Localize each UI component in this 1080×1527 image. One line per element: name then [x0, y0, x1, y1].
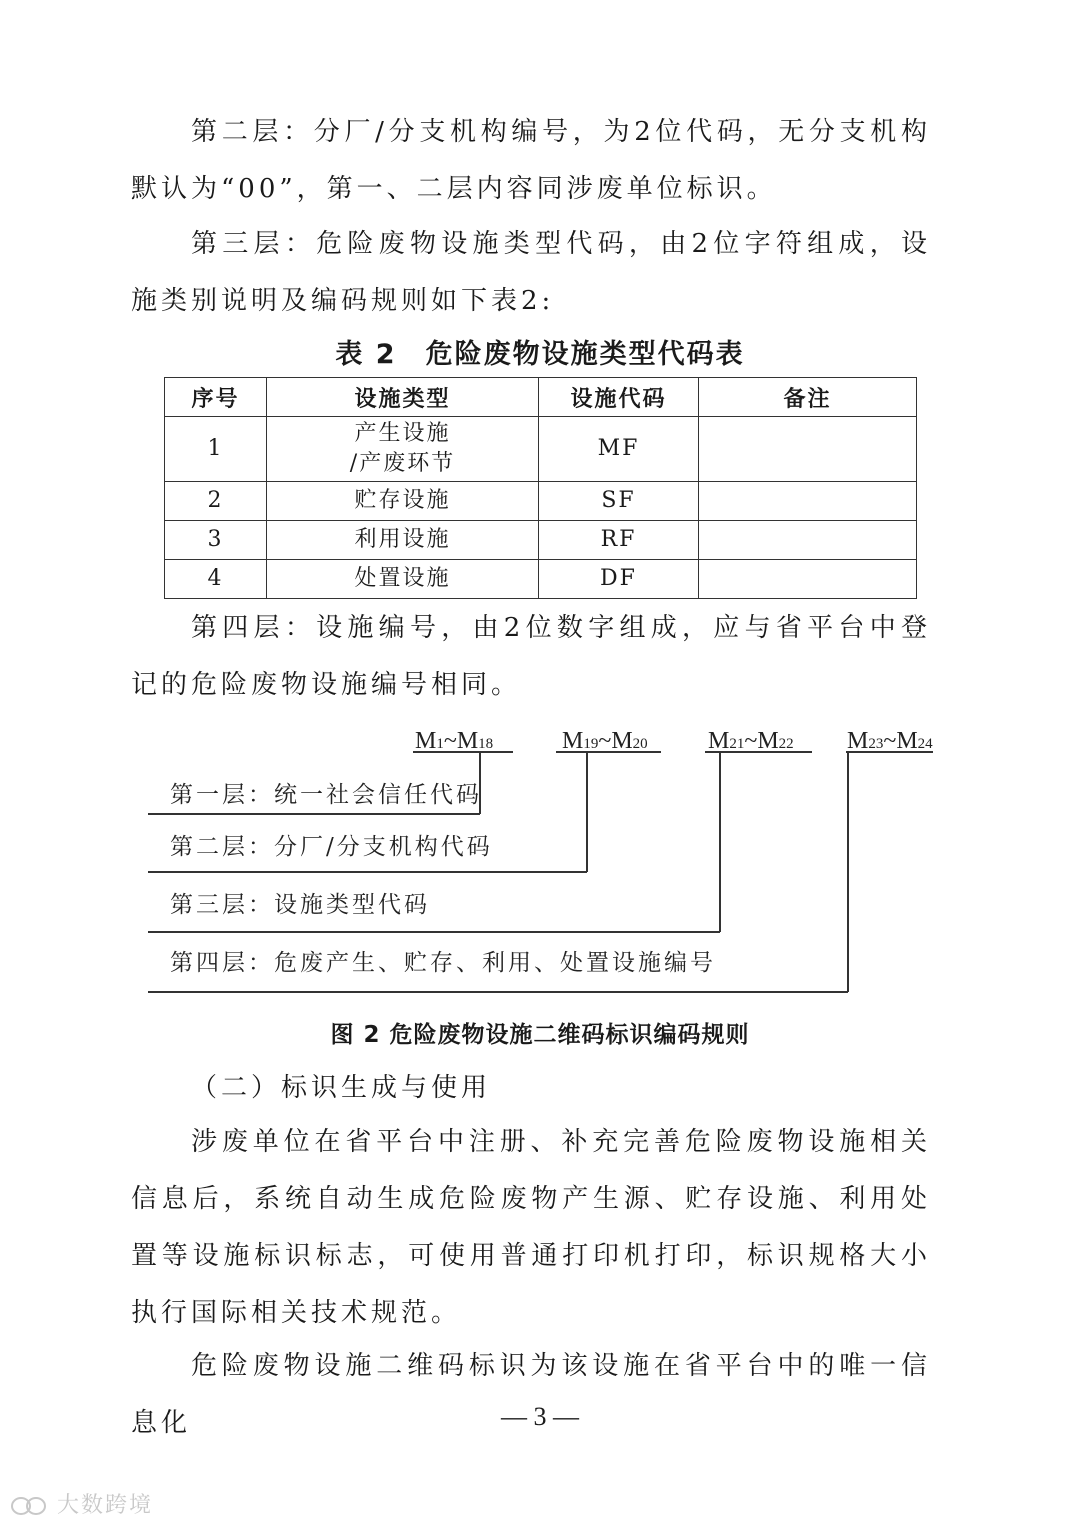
table-caption: 表 2 危险废物设施类型代码表 — [335, 339, 745, 370]
watermark-logo-icon — [10, 1495, 48, 1517]
cell-type: 处置设施 — [267, 560, 539, 599]
page-number: — 3 — — [501, 1402, 579, 1431]
table-row — [165, 482, 917, 521]
layer-label-3: 第三层：设施类型代码 — [170, 892, 430, 918]
cell-note — [699, 521, 917, 560]
paragraph-generation: 涉废单位在省平台中注册、补充完善危险废物设施相关信息后，系统自动生成危险废物产生源、贮存设施、利用处置等设施标识标志，可使用普通打印机打印，标识规格大小执行国际相关技术规范。 — [131, 1127, 931, 1328]
cell-type — [267, 417, 539, 482]
layer-label-4: 第四层：危废产生、贮存、利用、处置设施编号 — [170, 950, 716, 976]
table-row — [165, 560, 917, 599]
table-row — [165, 417, 917, 482]
cell-note — [699, 417, 917, 482]
cell-type-line2: /产废环节 — [349, 451, 456, 476]
section-heading: （二）标识生成与使用 — [191, 1073, 492, 1103]
table-header-row — [165, 378, 917, 417]
watermark — [10, 1488, 153, 1519]
layer-label-2: 第二层：分厂/分支机构代码 — [170, 834, 493, 860]
paragraph-qr-unique: 危险废物设施二维码标识为该设施在省平台中的唯一信息化 — [131, 1351, 931, 1438]
table-row — [165, 521, 917, 560]
code-range-2: M19~M20 — [562, 728, 648, 754]
header-note: 备注 — [699, 378, 917, 417]
cell-code: SF — [539, 482, 699, 521]
watermark-text: 大数跨境 — [57, 1493, 154, 1518]
code-range-4: M23~M24 — [847, 728, 933, 754]
header-code: 设施代码 — [539, 378, 699, 417]
cell-no: 4 — [165, 560, 267, 599]
code-range-3: M21~M22 — [708, 728, 794, 754]
layer-label-1: 第一层：统一社会信任代码 — [170, 782, 482, 808]
cell-type: 贮存设施 — [267, 482, 539, 521]
figure-caption: 图 2 危险废物设施二维码标识编码规则 — [330, 1022, 750, 1048]
facility-code-table — [164, 377, 917, 599]
cell-code: RF — [539, 521, 699, 560]
cell-no: 3 — [165, 521, 267, 560]
cell-type: 利用设施 — [267, 521, 539, 560]
paragraph-layer4: 第四层：设施编号，由2位数字组成，应与省平台中登记的危险废物设施编号相同。 — [131, 613, 931, 700]
cell-no: 2 — [165, 482, 267, 521]
header-no: 序号 — [165, 378, 267, 417]
cell-code: DF — [539, 560, 699, 599]
cell-code: MF — [539, 417, 699, 482]
cell-note — [699, 482, 917, 521]
coding-rule-diagram — [0, 720, 1080, 1010]
cell-no: 1 — [165, 417, 267, 482]
header-type: 设施类型 — [267, 378, 539, 417]
cell-note — [699, 560, 917, 599]
code-range-1: M1~M18 — [415, 728, 494, 754]
cell-type-line1: 产生设施 — [354, 421, 451, 446]
paragraph-layer2: 第二层：分厂/分支机构编号，为2位代码，无分支机构默认为“00”，第一、二层内容同涉废单位标识。 — [131, 117, 931, 204]
paragraph-layer3: 第三层：危险废物设施类型代码，由2位字符组成，设施类别说明及编码规则如下表2: — [131, 229, 931, 316]
